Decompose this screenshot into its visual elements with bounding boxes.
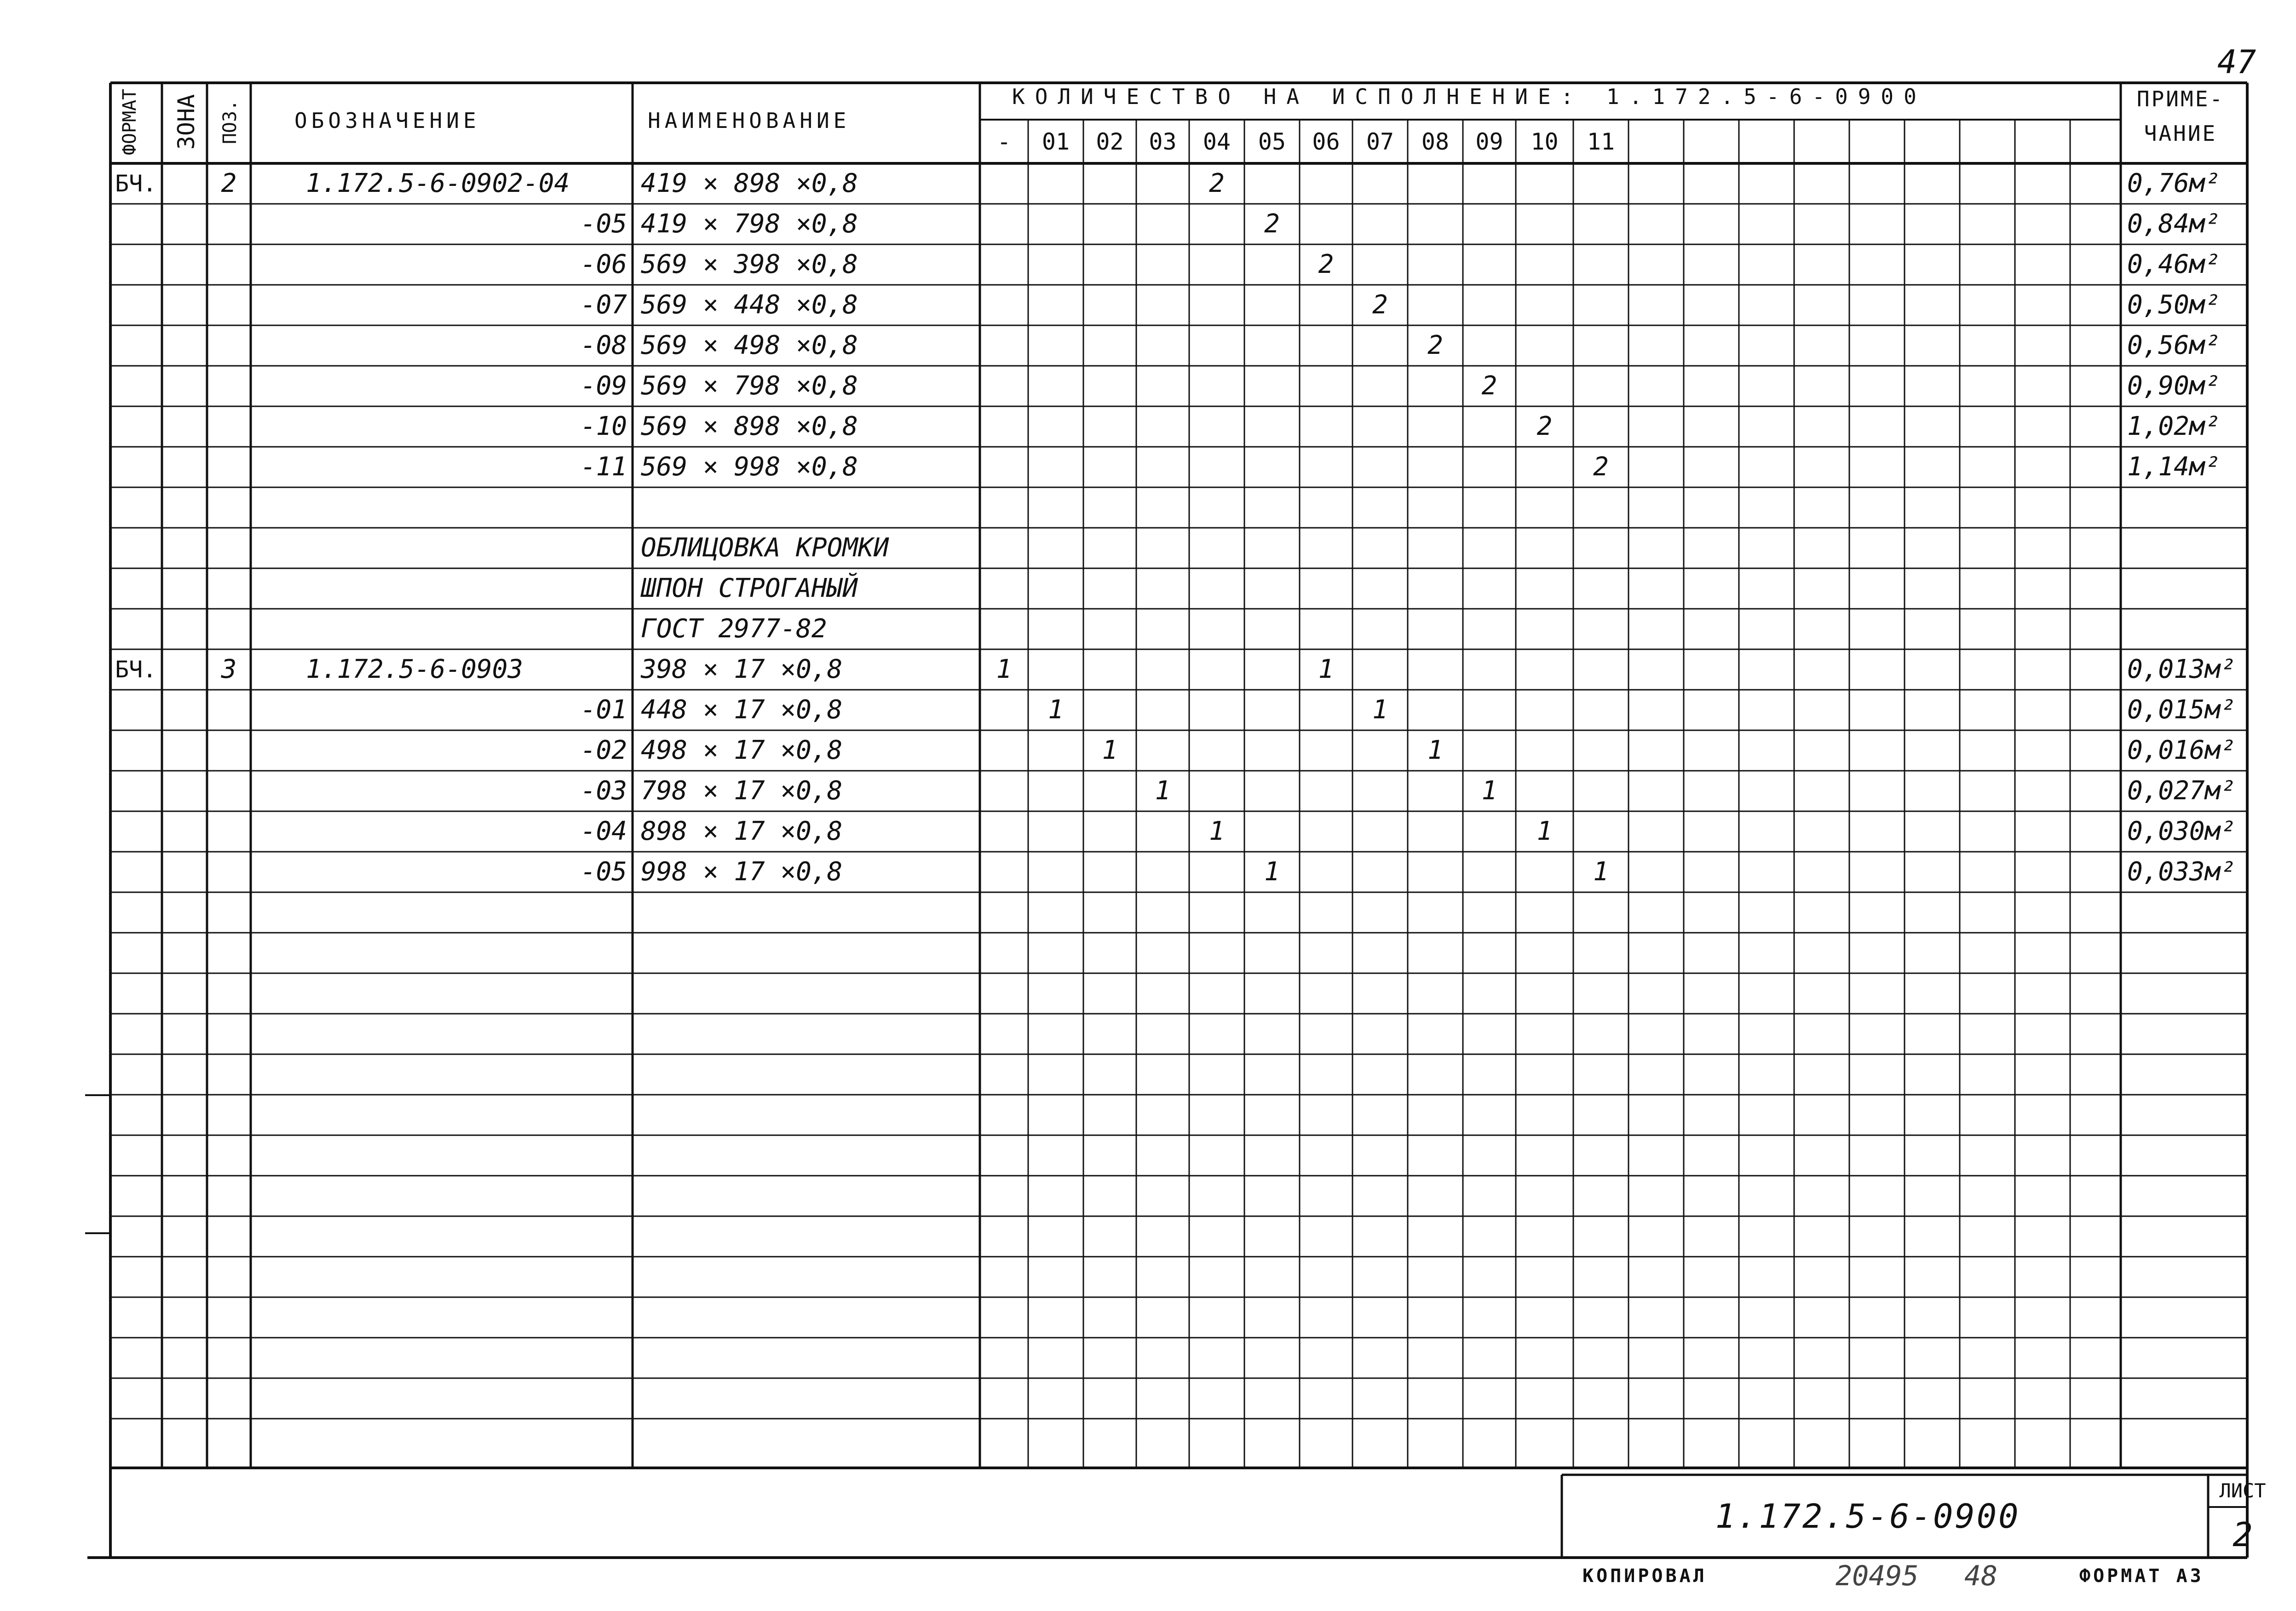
format-label: ФОРМАТ А3 <box>2079 1565 2204 1587</box>
row-designation: -11 <box>580 452 627 482</box>
execution-column-header: 06 <box>1312 128 1340 155</box>
row-designation: -04 <box>580 816 627 846</box>
row-quantity: 2 <box>1536 411 1553 441</box>
row-name: 398 × 17 ×0,8 <box>641 654 843 684</box>
row-designation: -02 <box>580 735 627 765</box>
row-name: 569 × 398 ×0,8 <box>641 249 858 279</box>
row-quantity: 1 <box>1264 857 1280 887</box>
document-number: 1.172.5-6-0900 <box>1715 1497 2020 1536</box>
execution-column-header: 10 <box>1531 128 1559 155</box>
header-note-line1: ПРИМЕ- <box>2136 87 2225 111</box>
sheet-number: 2 <box>2233 1515 2253 1554</box>
row-format: БЧ. <box>115 656 157 683</box>
row-quantity: 2 <box>1481 371 1497 401</box>
row-position: 2 <box>221 168 237 198</box>
row-designation: -05 <box>580 209 627 239</box>
row-quantity: 2 <box>1264 209 1280 239</box>
row-name: 569 × 498 ×0,8 <box>641 330 858 360</box>
row-quantity: 1 <box>1427 735 1443 765</box>
order-number: 20495 <box>1836 1560 1919 1592</box>
row-quantity: 2 <box>1318 249 1334 279</box>
row-note: 0,015м² <box>2127 695 2236 725</box>
row-name: 498 × 17 ×0,8 <box>641 735 843 765</box>
row-name: 569 × 898 ×0,8 <box>641 411 858 441</box>
copied-label: КОПИРОВАЛ <box>1582 1565 1707 1587</box>
header-name: НАИМЕНОВАНИЕ <box>648 108 851 133</box>
row-designation: -05 <box>580 857 627 887</box>
row-name: ГОСТ 2977-82 <box>641 614 827 644</box>
row-quantity: 1 <box>1048 695 1064 725</box>
row-designation: -01 <box>580 695 627 725</box>
row-name: 419 × 798 ×0,8 <box>641 209 858 239</box>
row-name: 569 × 998 ×0,8 <box>641 452 858 482</box>
row-name: 448 × 17 ×0,8 <box>641 695 843 725</box>
header-zone: ЗОНА <box>173 94 200 150</box>
header-designation: ОБОЗНАЧЕНИЕ <box>294 108 480 133</box>
row-quantity: 1 <box>1102 735 1118 765</box>
execution-column-header: 05 <box>1258 128 1286 155</box>
execution-column-header: 09 <box>1475 128 1503 155</box>
row-note: 0,027м² <box>2127 776 2236 806</box>
row-designation: -09 <box>580 371 627 401</box>
row-quantity: 1 <box>1372 695 1388 725</box>
row-name: ШПОН СТРОГАНЫЙ <box>641 573 858 603</box>
row-format: БЧ. <box>115 170 157 197</box>
row-name: ОБЛИЦОВКА КРОМКИ <box>641 533 889 563</box>
row-designation: 1.172.5-6-0902-04 <box>306 168 570 198</box>
row-quantity: 1 <box>1593 857 1609 887</box>
row-designation: -03 <box>580 776 627 806</box>
header-quantity-title: КОЛИЧЕСТВО НА ИСПОЛНЕНИЕ: 1.172.5-6-0900 <box>1012 84 1927 109</box>
execution-column-header: 03 <box>1149 128 1177 155</box>
row-quantity: 1 <box>1209 816 1225 846</box>
row-quantity: 2 <box>1372 290 1388 320</box>
order-suffix: 48 <box>1964 1560 1998 1592</box>
row-note: 0,016м² <box>2127 735 2236 765</box>
row-note: 0,90м² <box>2127 371 2221 401</box>
row-quantity: 2 <box>1209 168 1225 198</box>
row-note: 0,013м² <box>2127 654 2236 684</box>
page-number: 47 <box>2217 43 2256 81</box>
row-designation: -10 <box>580 411 627 441</box>
execution-column-header: - <box>997 128 1011 155</box>
execution-column-header: 11 <box>1587 128 1615 155</box>
row-note: 0,84м² <box>2127 209 2221 239</box>
row-name: 998 × 17 ×0,8 <box>641 857 843 887</box>
row-note: 1,02м² <box>2127 411 2221 441</box>
row-designation: -08 <box>580 330 627 360</box>
header-note-line2: ЧАНИЕ <box>2144 121 2217 146</box>
table-grid <box>85 83 2247 1558</box>
sheet-label: ЛИСТ <box>2219 1479 2266 1502</box>
row-quantity: 1 <box>1536 816 1553 846</box>
row-quantity: 1 <box>1155 776 1171 806</box>
header-pos: ПОЗ. <box>219 99 241 144</box>
execution-column-header: 04 <box>1203 128 1231 155</box>
row-note: 0,030м² <box>2127 816 2236 846</box>
row-name: 569 × 798 ×0,8 <box>641 371 858 401</box>
row-designation: -07 <box>580 290 627 320</box>
execution-column-header: 08 <box>1421 128 1450 155</box>
row-name: 898 × 17 ×0,8 <box>641 816 843 846</box>
row-note: 0,56м² <box>2127 330 2221 360</box>
execution-column-header: 02 <box>1096 128 1124 155</box>
row-note: 0,033м² <box>2127 857 2236 887</box>
row-quantity: 1 <box>1481 776 1497 806</box>
row-name: 419 × 898 ×0,8 <box>641 168 858 198</box>
row-quantity: 1 <box>1318 654 1334 684</box>
row-quantity: 1 <box>996 654 1012 684</box>
row-note: 0,76м² <box>2127 168 2221 198</box>
row-designation: 1.172.5-6-0903 <box>306 654 524 684</box>
row-note: 0,50м² <box>2127 290 2221 320</box>
row-name: 798 × 17 ×0,8 <box>641 776 843 806</box>
row-name: 569 × 448 ×0,8 <box>641 290 858 320</box>
execution-column-header: 07 <box>1366 128 1394 155</box>
row-note: 0,46м² <box>2127 249 2221 279</box>
row-note: 1,14м² <box>2127 452 2221 482</box>
row-quantity: 2 <box>1593 452 1609 482</box>
execution-column-header: 01 <box>1042 128 1070 155</box>
row-designation: -06 <box>580 249 627 279</box>
header-format: ФОРМАТ <box>119 88 140 156</box>
row-position: 3 <box>221 654 237 684</box>
row-quantity: 2 <box>1427 330 1443 360</box>
